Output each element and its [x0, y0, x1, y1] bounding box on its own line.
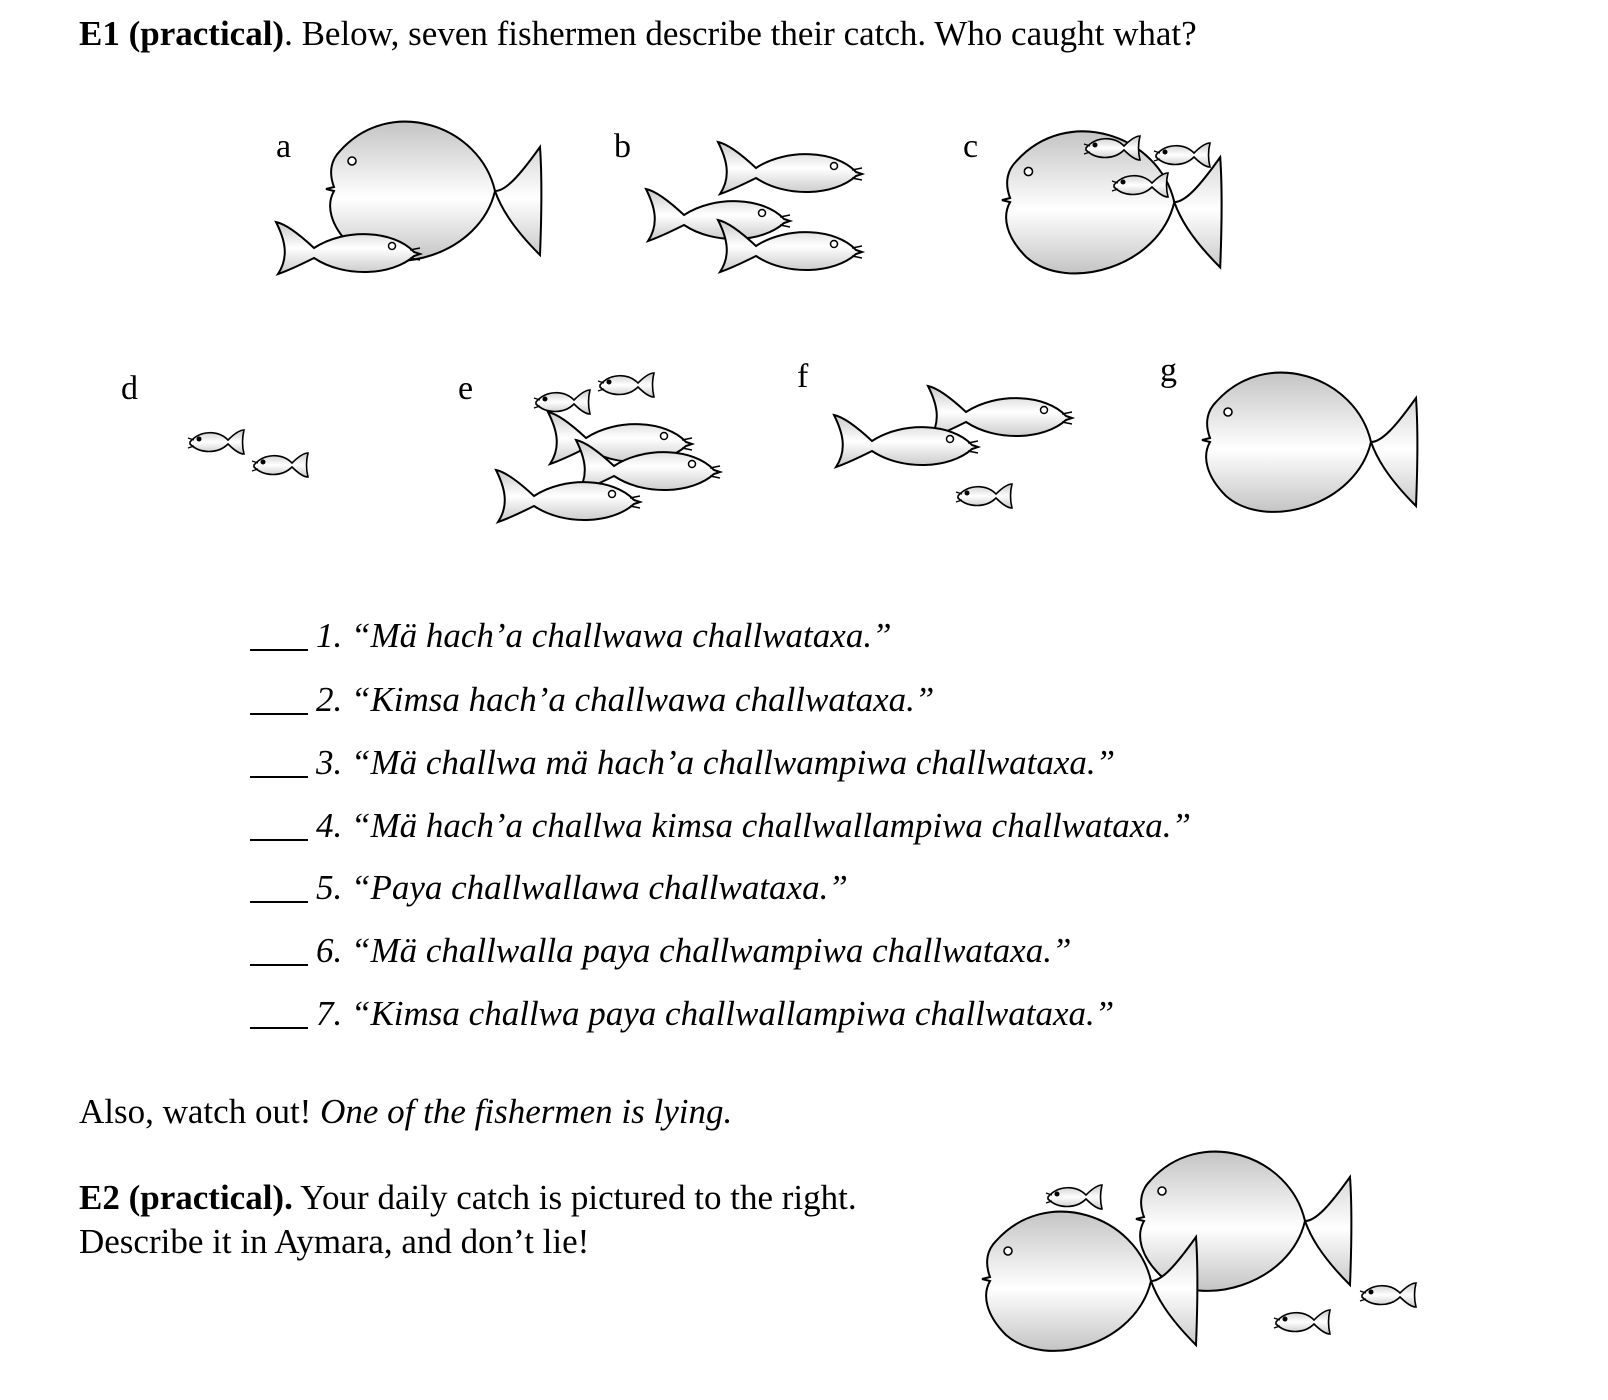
- picture-label-b: b: [614, 128, 631, 165]
- answer-blank-1[interactable]: [250, 623, 308, 651]
- statement-5: [250, 868, 848, 908]
- statement-number: 1.: [316, 616, 343, 655]
- catch-b: [646, 142, 862, 272]
- catch-d: [188, 430, 308, 477]
- statement-7: [250, 994, 1114, 1034]
- picture-label-f: f: [797, 358, 809, 395]
- answer-blank-2[interactable]: [250, 687, 308, 715]
- statement-text: “Mä hach’a challwawa challwataxa.”: [351, 616, 892, 655]
- statement-number: 3.: [316, 743, 343, 782]
- answer-blank-6[interactable]: [250, 938, 308, 966]
- e2-line-1: [79, 1176, 857, 1220]
- statement-3: [250, 743, 1115, 783]
- answer-blank-4[interactable]: [250, 813, 308, 841]
- picture-label-d: d: [121, 370, 138, 407]
- statement-number: 2.: [316, 680, 343, 719]
- statement-text: “Paya challwallawa challwataxa.”: [351, 868, 848, 907]
- e2-label: E2 (practical).: [79, 1178, 293, 1217]
- statement-4: [250, 806, 1191, 846]
- e2-section: [79, 1176, 857, 1264]
- e2-line1-text: Your daily catch is pictured to the right.: [292, 1178, 857, 1217]
- warning-note: [79, 1092, 732, 1132]
- catch-a: [276, 122, 542, 274]
- statement-6: [250, 931, 1071, 971]
- note-plain: Also, watch out!: [79, 1092, 321, 1131]
- statement-text: “Kimsa hach’a challwawa challwataxa.”: [351, 680, 935, 719]
- picture-label-c: c: [963, 128, 979, 165]
- statement-number: 7.: [316, 994, 343, 1033]
- statement-text: “Mä hach’a challwa kimsa challwallampiwa challwataxa.”: [351, 806, 1191, 845]
- picture-label-g: g: [1160, 352, 1177, 389]
- statement-text: “Kimsa challwa paya challwallampiwa challwataxa.”: [351, 994, 1115, 1033]
- statement-text: “Mä challwa mä hach’a challwampiwa challwataxa.”: [351, 743, 1116, 782]
- picture-label-a: a: [276, 128, 292, 165]
- e2-line-2: Describe it in Aymara, and don’t lie!: [79, 1222, 590, 1261]
- catch-g: [1202, 373, 1418, 512]
- statement-1: [250, 616, 892, 656]
- catch-f: [834, 386, 1072, 508]
- answer-blank-3[interactable]: [250, 750, 308, 778]
- e1-text: . Below, seven fishermen describe their catch. Who caught what?: [284, 14, 1197, 53]
- statement-number: 6.: [316, 931, 343, 970]
- statement-text: “Mä challwalla paya challwampiwa challwataxa.”: [351, 931, 1072, 970]
- catch-c: [1002, 131, 1222, 273]
- statement-number: 5.: [316, 868, 343, 907]
- statement-number: 4.: [316, 806, 343, 845]
- answer-blank-7[interactable]: [250, 1001, 308, 1029]
- daily-catch: [982, 1152, 1416, 1351]
- answer-blank-5[interactable]: [250, 875, 308, 903]
- statement-2: [250, 680, 934, 720]
- picture-label-e: e: [458, 370, 474, 407]
- catch-e: [496, 373, 720, 522]
- note-italic: One of the fishermen is lying.: [320, 1092, 733, 1131]
- e1-label: E1 (practical): [79, 14, 285, 53]
